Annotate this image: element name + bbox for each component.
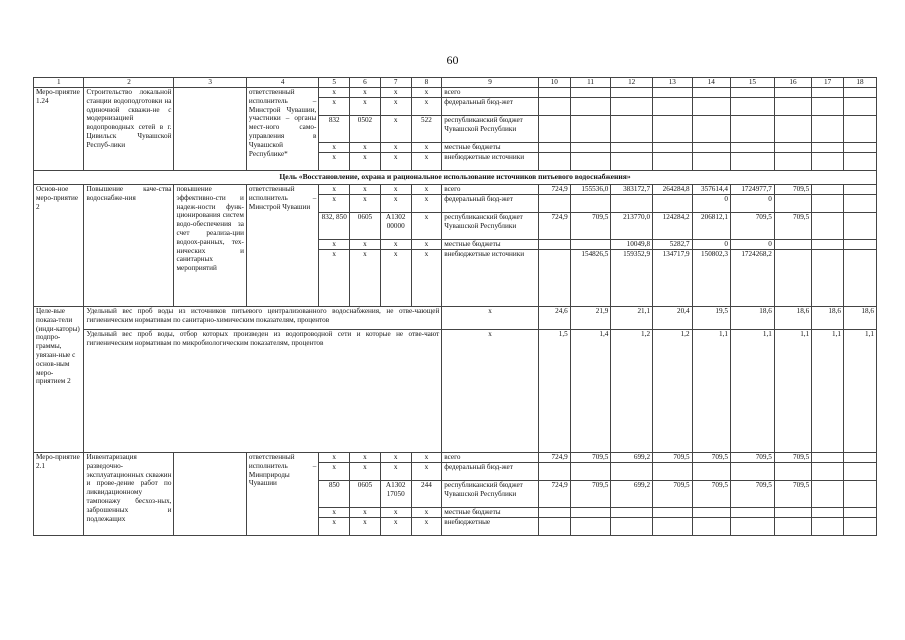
column-number: 17 (812, 78, 844, 88)
budget-code: 0605 (350, 481, 381, 508)
goal-title: Цель «Восстановление, охрана и рациональное использование источников питьевого водоснабжения» (34, 171, 877, 185)
value-cell (812, 88, 844, 98)
budget-code: x (380, 250, 411, 307)
activity-number: Основ-ное меро-приятие 2 (34, 185, 84, 307)
budget-code: x (350, 453, 381, 463)
page-number: 60 (446, 53, 459, 67)
budget-code: x (350, 240, 381, 250)
column-number: 18 (844, 78, 877, 88)
value-cell (611, 116, 653, 143)
value-cell (538, 116, 570, 143)
value-cell (570, 508, 611, 518)
value-cell (774, 116, 811, 143)
funding-source: всего (442, 88, 539, 98)
budget-code: x (319, 143, 350, 153)
value-cell (538, 143, 570, 153)
value-cell (774, 88, 811, 98)
value-cell (844, 185, 877, 195)
funding-source: местные бюджеты (442, 508, 539, 518)
value-cell: 213770,0 (611, 213, 653, 240)
value-cell (692, 88, 730, 98)
value-cell (611, 463, 653, 481)
value-cell: 383172,7 (611, 185, 653, 195)
value-cell (730, 98, 774, 116)
value-cell (844, 195, 877, 213)
value-cell: 134717,9 (653, 250, 693, 307)
indicator-value: 1,1 (730, 330, 774, 453)
budget-code: x (411, 508, 442, 518)
value-cell (538, 518, 570, 536)
value-cell (844, 481, 877, 508)
value-cell (538, 98, 570, 116)
column-number: 10 (538, 78, 570, 88)
value-cell (812, 153, 844, 171)
value-cell (730, 153, 774, 171)
task-cell (174, 453, 246, 536)
value-cell (730, 508, 774, 518)
value-cell (730, 116, 774, 143)
value-cell (538, 240, 570, 250)
value-cell: 709,5 (774, 185, 811, 195)
column-number: 11 (570, 78, 611, 88)
indicator-x: x (442, 330, 539, 453)
value-cell: 709,5 (730, 453, 774, 463)
column-number-row (34, 78, 877, 88)
value-cell (653, 508, 693, 518)
value-cell (812, 453, 844, 463)
value-cell: 724,9 (538, 453, 570, 463)
budget-code: x (411, 185, 442, 195)
indicator-value: 1,2 (653, 330, 693, 453)
budget-code: x (319, 453, 350, 463)
value-cell (570, 463, 611, 481)
value-cell (570, 518, 611, 536)
budget-code: x (350, 195, 381, 213)
value-cell: 0 (730, 195, 774, 213)
value-cell (774, 195, 811, 213)
indicator-value: 1,1 (844, 330, 877, 453)
budget-code: x (319, 250, 350, 307)
column-number: 5 (319, 78, 350, 88)
funding-source: федеральный бюд-жет (442, 463, 539, 481)
value-cell: 709,5 (692, 481, 730, 508)
value-cell (730, 518, 774, 536)
value-cell (844, 240, 877, 250)
column-number: 15 (730, 78, 774, 88)
value-cell (774, 240, 811, 250)
value-cell: 709,5 (692, 453, 730, 463)
budget-code: x (411, 240, 442, 250)
value-cell (653, 463, 693, 481)
funding-source: всего (442, 453, 539, 463)
budget-code: 850 (319, 481, 350, 508)
value-cell (653, 88, 693, 98)
indicators-label: Целе-вые показа-тели (инди-каторы) подпро-граммы, увязан-ные с основ-ным меро-приятием 2 (34, 307, 84, 453)
value-cell (611, 153, 653, 171)
value-cell: 264284,8 (653, 185, 693, 195)
value-cell (653, 98, 693, 116)
value-cell: 10049,8 (611, 240, 653, 250)
indicator-value: 18,6 (730, 307, 774, 330)
value-cell (570, 98, 611, 116)
funding-source: республиканский бюджет Чувашской Республики (442, 116, 539, 143)
value-cell: 206812,1 (692, 213, 730, 240)
value-cell (538, 88, 570, 98)
budget-code: x (350, 153, 381, 171)
indicator-text: Удельный вес проб воды из источников питьевого централизованного водоснабжения, не отве-чающей гигиеническим нормативам по санитарно-химическим показателям, процентов (84, 307, 442, 330)
table-row (34, 185, 877, 195)
value-cell (570, 116, 611, 143)
budget-code: x (411, 453, 442, 463)
column-number: 2 (84, 78, 174, 88)
value-cell (538, 195, 570, 213)
indicator-value: 20,4 (653, 307, 693, 330)
budget-code: x (411, 518, 442, 536)
budget-code: x (319, 518, 350, 536)
value-cell (844, 518, 877, 536)
indicator-x: x (442, 307, 539, 330)
value-cell (692, 463, 730, 481)
budget-code: A1302 17050 (380, 481, 411, 508)
value-cell (844, 88, 877, 98)
budget-code: A1302 00000 (380, 213, 411, 240)
value-cell: 709,5 (774, 481, 811, 508)
indicator-value: 1,1 (692, 330, 730, 453)
task-cell (174, 88, 246, 171)
funding-source: всего (442, 185, 539, 195)
value-cell (570, 195, 611, 213)
value-cell: 0 (692, 195, 730, 213)
column-number: 6 (350, 78, 381, 88)
executor-cell: ответственный исполнитель – Минстрой Чувашии, участники – органы мест-ного само-управления в Чувашской Республике* (246, 88, 318, 171)
value-cell (812, 518, 844, 536)
funding-source: федеральный бюд-жет (442, 195, 539, 213)
value-cell: 124284,2 (653, 213, 693, 240)
value-cell (844, 98, 877, 116)
budget-code: x (380, 463, 411, 481)
budget-code: x (350, 185, 381, 195)
value-cell (538, 463, 570, 481)
funding-source: внебюджетные источники (442, 153, 539, 171)
value-cell (692, 98, 730, 116)
funding-source: внебюджетные (442, 518, 539, 536)
value-cell: 1724268,2 (730, 250, 774, 307)
value-cell: 154826,5 (570, 250, 611, 307)
value-cell: 0 (692, 240, 730, 250)
value-cell: 150802,3 (692, 250, 730, 307)
value-cell (812, 508, 844, 518)
indicator-row (34, 330, 877, 453)
value-cell: 709,5 (653, 481, 693, 508)
funding-source: федеральный бюд-жет (442, 98, 539, 116)
value-cell (730, 88, 774, 98)
activity-name: Инвентаризация разведочно-эксплуатационных скважин и прове-дение работ по ликвидационному тампонажу бесхоз-ных, заброшенных и подлежащих (84, 453, 174, 536)
budget-code: x (380, 98, 411, 116)
budget-code: x (380, 153, 411, 171)
funding-source: местные бюджеты (442, 240, 539, 250)
budget-code: x (319, 195, 350, 213)
budget-code: 0605 (350, 213, 381, 240)
value-cell (812, 250, 844, 307)
value-cell (774, 463, 811, 481)
value-cell (844, 143, 877, 153)
value-cell: 709,5 (570, 481, 611, 508)
value-cell (692, 508, 730, 518)
value-cell (692, 143, 730, 153)
budget-code: x (380, 240, 411, 250)
value-cell (812, 213, 844, 240)
column-number: 8 (411, 78, 442, 88)
value-cell: 724,9 (538, 213, 570, 240)
value-cell: 709,5 (774, 213, 811, 240)
indicator-value: 21,9 (570, 307, 611, 330)
value-cell (570, 153, 611, 171)
activity-name: Повышение каче-ства водоснабже-ния (84, 185, 174, 307)
column-number: 7 (380, 78, 411, 88)
value-cell (653, 116, 693, 143)
value-cell (611, 518, 653, 536)
budget-code: x (350, 143, 381, 153)
indicator-text: Удельный вес проб воды, отбор которых произведен из водопроводной сети и которые не отве-чают гигиеническим нормативам по микробиологическим показателям, процентов (84, 330, 442, 453)
value-cell: 0 (730, 240, 774, 250)
value-cell (812, 481, 844, 508)
value-cell (844, 250, 877, 307)
value-cell (570, 143, 611, 153)
value-cell (538, 508, 570, 518)
funding-source: республиканский бюджет Чувашской Республики (442, 213, 539, 240)
value-cell (538, 250, 570, 307)
budget-code: x (319, 88, 350, 98)
value-cell (844, 153, 877, 171)
budget-code: x (411, 195, 442, 213)
value-cell (812, 143, 844, 153)
value-cell (812, 195, 844, 213)
value-cell (692, 153, 730, 171)
value-cell (774, 153, 811, 171)
value-cell (812, 98, 844, 116)
value-cell (611, 195, 653, 213)
value-cell (692, 116, 730, 143)
value-cell (730, 143, 774, 153)
value-cell (774, 250, 811, 307)
budget-code: x (350, 250, 381, 307)
goal-row (34, 171, 877, 185)
table-row (34, 453, 877, 463)
budget-code: x (380, 195, 411, 213)
value-cell (570, 240, 611, 250)
value-cell (812, 116, 844, 143)
value-cell: 709,5 (570, 213, 611, 240)
column-number: 1 (34, 78, 84, 88)
budget-code: x (411, 153, 442, 171)
value-cell (774, 518, 811, 536)
executor-cell: ответственный исполнитель – Минприроды Чувашии (246, 453, 318, 536)
budget-code: 832, 850 (319, 213, 350, 240)
budget-code: x (319, 240, 350, 250)
value-cell: 357614,4 (692, 185, 730, 195)
value-cell (538, 153, 570, 171)
budget-code: x (350, 463, 381, 481)
value-cell (611, 88, 653, 98)
value-cell: 709,5 (730, 481, 774, 508)
value-cell (730, 463, 774, 481)
funding-source: местные бюджеты (442, 143, 539, 153)
value-cell: 709,5 (774, 453, 811, 463)
budget-code: x (350, 508, 381, 518)
funding-source: республиканский бюджет Чувашской Республики (442, 481, 539, 508)
activity-goal: повышение эффективно-сти и надеж-ности функ-ционирования систем водо-обеспечения за счет реализа-ции водоох-ранных, тех-нических и санитарных мероприятий (174, 185, 246, 307)
value-cell (844, 508, 877, 518)
value-cell (844, 463, 877, 481)
value-cell: 699,2 (611, 453, 653, 463)
activity-number: Меро-приятие 2.1 (34, 453, 84, 536)
budget-code: x (350, 518, 381, 536)
value-cell: 5282,7 (653, 240, 693, 250)
budget-code: 0502 (350, 116, 381, 143)
value-cell (774, 143, 811, 153)
value-cell (812, 240, 844, 250)
budget-code: x (319, 153, 350, 171)
column-number: 9 (442, 78, 539, 88)
indicator-row (34, 307, 877, 330)
table-row (34, 88, 877, 98)
budget-code: x (380, 453, 411, 463)
budget-code: x (411, 143, 442, 153)
column-number: 16 (774, 78, 811, 88)
value-cell (653, 195, 693, 213)
value-cell: 1724977,7 (730, 185, 774, 195)
funding-source: внебюджетные источники (442, 250, 539, 307)
value-cell (812, 463, 844, 481)
indicator-value: 18,6 (844, 307, 877, 330)
value-cell (812, 185, 844, 195)
value-cell: 709,5 (570, 453, 611, 463)
budget-code: x (411, 463, 442, 481)
value-cell: 159352,9 (611, 250, 653, 307)
budget-code: 244 (411, 481, 442, 508)
indicator-value: 1,1 (774, 330, 811, 453)
budget-code: x (380, 508, 411, 518)
budget-code: x (411, 213, 442, 240)
budget-code: x (411, 250, 442, 307)
indicator-value: 1,1 (812, 330, 844, 453)
budget-code: x (350, 88, 381, 98)
column-number: 3 (174, 78, 246, 88)
program-table (33, 77, 877, 536)
budget-code: x (319, 98, 350, 116)
activity-number: Меро-приятие 1.24 (34, 88, 84, 171)
value-cell (570, 88, 611, 98)
value-cell: 709,5 (730, 213, 774, 240)
indicator-value: 18,6 (812, 307, 844, 330)
value-cell (774, 508, 811, 518)
budget-code: x (319, 463, 350, 481)
budget-code: x (350, 98, 381, 116)
value-cell (844, 453, 877, 463)
column-number: 13 (653, 78, 693, 88)
budget-code: 832 (319, 116, 350, 143)
indicator-value: 24,6 (538, 307, 570, 330)
value-cell (774, 98, 811, 116)
value-cell (611, 143, 653, 153)
budget-code: x (319, 508, 350, 518)
value-cell (844, 116, 877, 143)
column-number: 4 (246, 78, 318, 88)
budget-code: x (319, 185, 350, 195)
value-cell: 724,9 (538, 481, 570, 508)
value-cell: 155536,0 (570, 185, 611, 195)
column-number: 12 (611, 78, 653, 88)
indicator-value: 1,4 (570, 330, 611, 453)
column-number: 14 (692, 78, 730, 88)
indicator-value: 1,2 (611, 330, 653, 453)
indicator-value: 18,6 (774, 307, 811, 330)
budget-code: x (380, 143, 411, 153)
value-cell (611, 508, 653, 518)
indicator-value: 21,1 (611, 307, 653, 330)
value-cell (611, 98, 653, 116)
value-cell (844, 213, 877, 240)
budget-code: x (411, 98, 442, 116)
value-cell (692, 518, 730, 536)
value-cell: 724,9 (538, 185, 570, 195)
value-cell (653, 153, 693, 171)
budget-code: x (380, 116, 411, 143)
budget-code: 522 (411, 116, 442, 143)
value-cell: 709,5 (653, 453, 693, 463)
value-cell: 699,2 (611, 481, 653, 508)
indicator-value: 1,5 (538, 330, 570, 453)
value-cell (653, 143, 693, 153)
budget-code: x (380, 88, 411, 98)
budget-code: x (380, 518, 411, 536)
executor-cell: ответственный исполнитель – Минстрой Чувашии (246, 185, 318, 307)
value-cell (653, 518, 693, 536)
indicator-value: 19,5 (692, 307, 730, 330)
budget-code: x (411, 88, 442, 98)
activity-name: Строительство локальной станции водоподготовки на одиночной скважи-не с модернизацией водопроводных сетей в г. Цивильск Чувашской Респуб-лики (84, 88, 174, 171)
budget-code: x (380, 185, 411, 195)
